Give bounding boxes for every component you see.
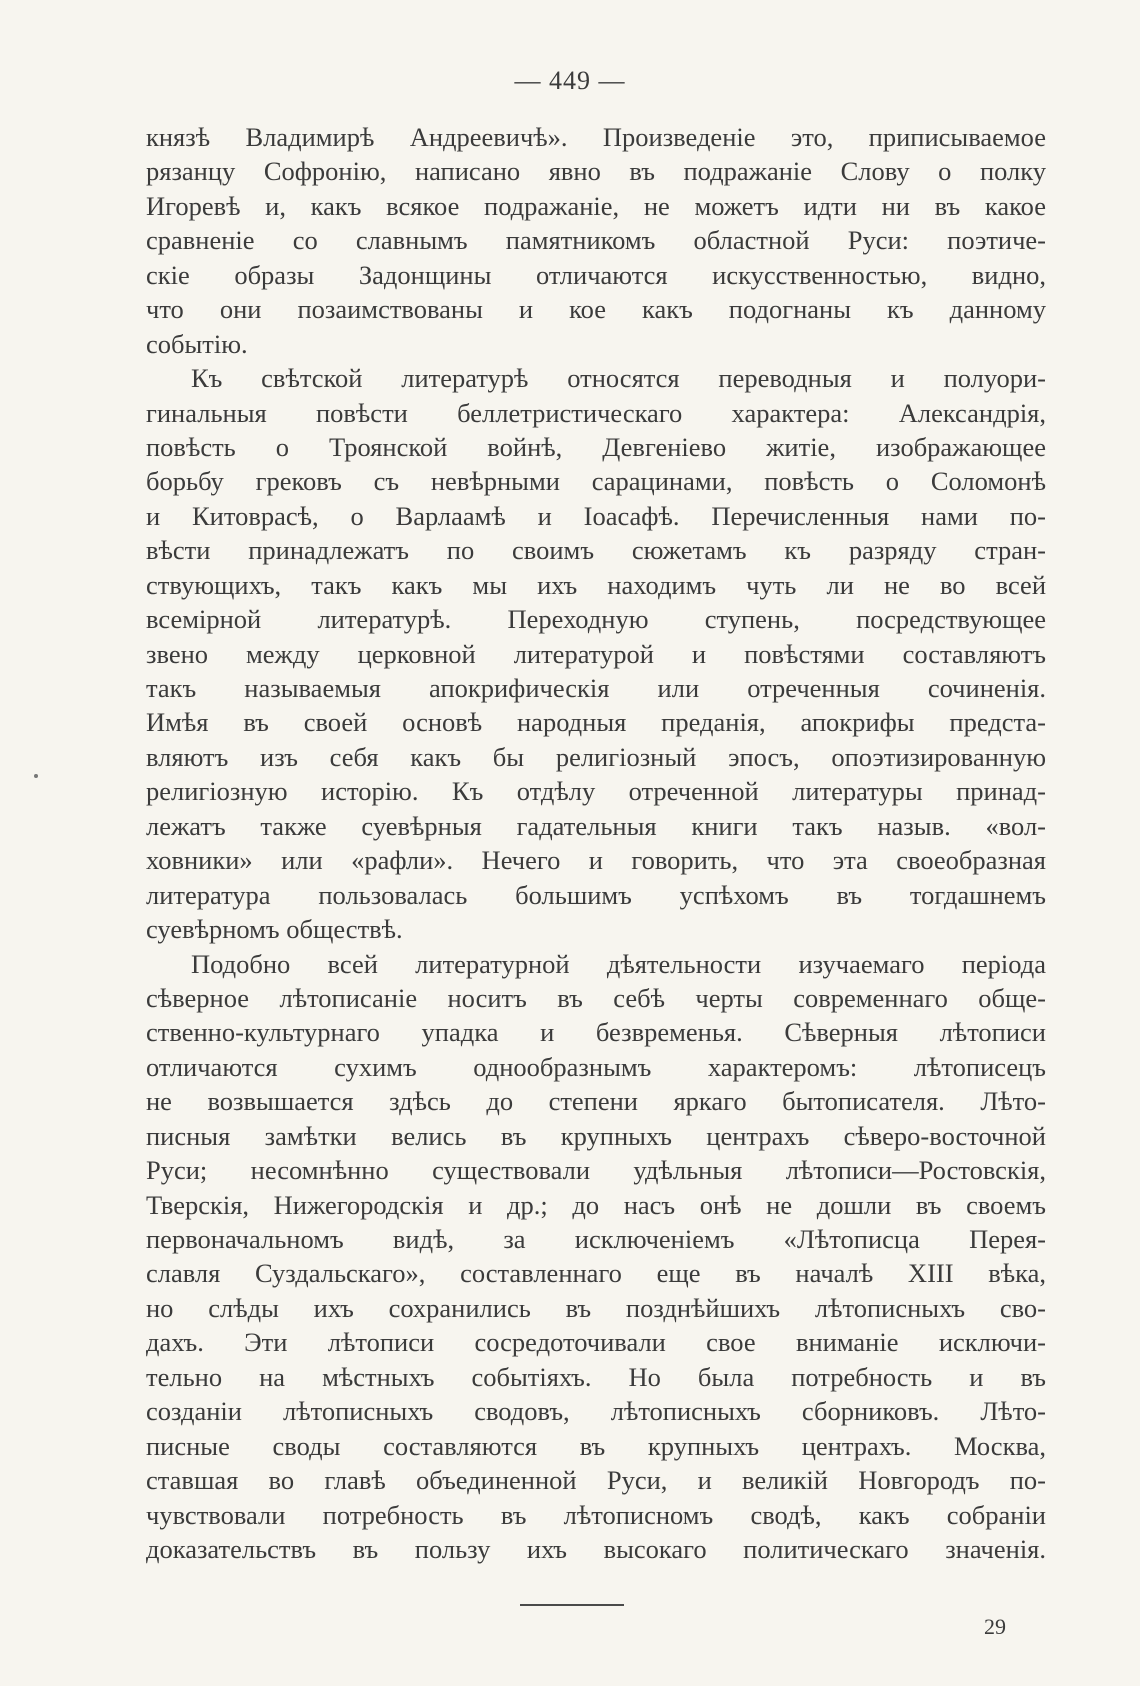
- text-line: тельно на мѣстныхъ событіяхъ. Но была потребность и въ: [146, 1361, 1046, 1392]
- text-line: вляютъ изъ себя какъ бы религіозный эпосъ, опоэтизированную: [146, 741, 1046, 772]
- text-line: славля Суздальскаго», составленнаго еще въ началѣ XIII вѣка,: [146, 1258, 1046, 1289]
- text-line: не возвышается здѣсь до степени яркаго бытописателя. Лѣто-: [146, 1086, 1046, 1117]
- text-line: борьбу грековъ съ невѣрными сарацинами, повѣсть о Соломонѣ: [146, 466, 1046, 497]
- footer-rule: [520, 1604, 624, 1606]
- text-line: суевѣрномъ обществѣ.: [146, 914, 403, 945]
- text-line: сѣверное лѣтописаніе носитъ въ себѣ черты современнаго обще-: [146, 982, 1046, 1013]
- text-line: событію.: [146, 328, 248, 359]
- text-line: первоначальномъ видѣ, за исключеніемъ «Лѣтописца Перея-: [146, 1224, 1046, 1254]
- text-line: звено между церковной литературой и повѣстями составляютъ: [146, 638, 1046, 669]
- text-line: чувствовали потребность въ лѣтописномъ сводѣ, какъ собраніи: [146, 1499, 1046, 1530]
- text-line: сравненіе со славнымъ памятникомъ областной Руси: поэтиче-: [146, 225, 1046, 256]
- text-line: князѣ Владимирѣ Андреевичѣ». Произведеніе это, приписываемое: [146, 122, 1046, 152]
- text-line: доказательствъ въ пользу ихъ высокаго политическаго значенія.: [146, 1533, 1046, 1564]
- text-line: Имѣя въ своей основѣ народныя преданія, апокрифы предста-: [146, 707, 1046, 738]
- text-line: литература пользовалась большимъ успѣхомъ въ тогдашнемъ: [146, 879, 1046, 910]
- text-line: Къ свѣтской литературѣ относятся переводныя и полуори-: [191, 363, 1046, 394]
- text-line: Игоревѣ и, какъ всякое подражаніе, не можетъ идти ни въ какое: [146, 190, 1046, 221]
- page-number: — 449 —: [514, 66, 626, 95]
- text-line: повѣсть о Троянской войнѣ, Девгеніево житіе, изображающее: [146, 431, 1046, 462]
- body-text: [146, 120, 1046, 1566]
- text-line: но слѣды ихъ сохранились въ позднѣйшихъ лѣтописныхъ сво-: [146, 1292, 1046, 1323]
- text-line: рязанцу Софронію, написано явно въ подражаніе Слову о полку: [146, 156, 1046, 187]
- text-line: отличаются сухимъ однообразнымъ характеромъ: лѣтописецъ: [146, 1051, 1046, 1082]
- text-line: скіе образы Задонщины отличаются искусственностью, видно,: [146, 259, 1046, 290]
- scan-speck: [34, 774, 38, 778]
- text-line: и Китоврасѣ, о Варлаамѣ и Іоасафѣ. Перечисленныя нами по-: [146, 500, 1046, 531]
- text-line: религіозную исторію. Къ отдѣлу отреченной литературы принад-: [146, 776, 1046, 807]
- text-line: ственно-культурнаго упадка и безвременья. Сѣверныя лѣтописи: [146, 1017, 1046, 1048]
- text-line: ставшая во главѣ объединенной Руси, и великій Новгородъ по-: [146, 1465, 1046, 1496]
- text-line: гинальныя повѣсти беллетристическаго характера: Александрія,: [146, 397, 1046, 428]
- text-line: дахъ. Эти лѣтописи сосредоточивали свое вниманіе исключи-: [146, 1327, 1046, 1358]
- text-line: писныя замѣтки велись въ крупныхъ центрахъ сѣверо-восточной: [146, 1120, 1046, 1151]
- text-line: Подобно всей литературной дѣятельности изучаемаго періода: [191, 948, 1046, 979]
- text-line: писные своды составляются въ крупныхъ центрахъ. Москва,: [146, 1430, 1046, 1461]
- text-line: что они позаимствованы и кое какъ подогнаны къ данному: [146, 294, 1046, 325]
- text-line: лежатъ также суевѣрныя гадательныя книги такъ назыв. «вол-: [146, 810, 1046, 841]
- text-line: всемірной литературѣ. Переходную ступень, посредствующее: [146, 604, 1046, 635]
- text-line: вѣсти принадлежатъ по своимъ сюжетамъ къ разряду стран-: [146, 535, 1046, 566]
- text-line: созданіи лѣтописныхъ сводовъ, лѣтописныхъ сборниковъ. Лѣто-: [146, 1396, 1046, 1427]
- text-line: такъ называемыя апокрифическія или отреченныя сочиненія.: [146, 673, 1046, 703]
- text-line: Тверскія, Нижегородскія и др.; до насъ онѣ не дошли въ своемъ: [146, 1189, 1046, 1220]
- text-line: ствующихъ, такъ какъ мы ихъ находимъ чуть ли не во всей: [146, 569, 1046, 600]
- signature-mark: 29: [984, 1614, 1006, 1639]
- text-line: Руси; несомнѣнно существовали удѣльныя лѣтописи—Ростовскія,: [146, 1155, 1046, 1186]
- text-line: ховники» или «рафли». Нечего и говорить, что эта своеобразная: [146, 845, 1046, 876]
